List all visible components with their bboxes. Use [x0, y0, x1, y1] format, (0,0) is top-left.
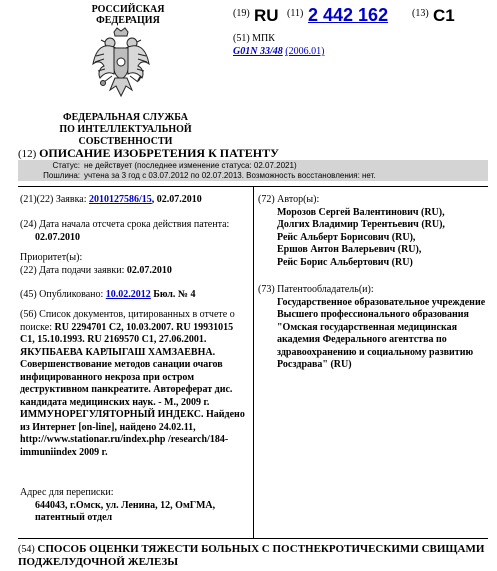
code-13: (13) — [412, 8, 429, 19]
fee-label: Пошлина: — [43, 171, 80, 180]
application-date: , 02.07.2010 — [151, 194, 202, 205]
priority-label: Приоритет(ы): — [20, 252, 83, 263]
document-title — [18, 146, 279, 161]
cited-documents — [20, 309, 250, 459]
ipc-label: (51) МПК — [233, 33, 275, 44]
cited-label: (56) Список документов, цитированных в отчете о поиске: — [20, 309, 235, 333]
author-item: Ершов Антон Валерьевич (RU), — [277, 244, 422, 255]
author-item: Рейс Альберт Борисович (RU), — [277, 231, 416, 243]
address-label: Адрес для переписки: — [20, 487, 114, 498]
term-field — [20, 219, 250, 244]
holder-label: (73) Патентообладатель(и): — [258, 284, 374, 295]
ipc-classification — [233, 46, 324, 57]
status-bar — [18, 160, 488, 181]
term-value: 02.07.2010 — [35, 231, 80, 243]
published-label: (45) Опубликовано: — [20, 289, 104, 300]
term-label: (24) Дата начала отсчета срока действия патента: — [20, 219, 230, 230]
agency-line-2: ПО ИНТЕЛЛЕКТУАЛЬНОЙ СОБСТВЕННОСТИ — [59, 124, 192, 147]
authors-label: (72) Автор(ы): — [258, 194, 320, 205]
author-item: Долгих Владимир Терентьевич (RU), — [277, 219, 445, 230]
agency-name — [18, 112, 233, 148]
invention-code: (54) — [18, 544, 35, 555]
code-19: (19) — [233, 8, 250, 19]
application-field — [20, 194, 250, 207]
country-name: РОССИЙСКАЯ ФЕДЕРАЦИЯ — [91, 4, 165, 26]
agency-line-1: ФЕДЕРАЛЬНАЯ СЛУЖБА — [63, 112, 188, 123]
author-item: Морозов Сергей Валентинович (RU), — [277, 206, 445, 218]
code-11: (11) — [287, 8, 304, 19]
ipc-code-link[interactable]: G01N 33/48 — [233, 46, 283, 57]
ipc-version-link[interactable]: (2006.01) — [285, 46, 325, 57]
column-divider — [253, 186, 254, 538]
address-value: 644043, г.Омск, ул. Ленина, 12, ОмГМА, патентный отдел — [35, 499, 216, 523]
address-field — [20, 487, 250, 525]
status-label: Статус: — [52, 161, 80, 170]
status-value: не действует (последнее изменение статуса: 02.07.2021) — [84, 161, 297, 170]
invention-title — [18, 543, 493, 569]
published-date-link[interactable]: 10.02.2012 — [105, 289, 151, 300]
application-number-link[interactable]: 2010127586/15 — [89, 194, 152, 205]
russian-coat-of-arms-icon — [90, 26, 152, 100]
filing-label: (22) Дата подачи заявки: — [20, 264, 125, 276]
patent-holder-field — [258, 284, 490, 372]
patent-number-link[interactable]: 2 442 162 — [308, 5, 389, 25]
published-field — [20, 289, 250, 302]
title-code: (12) — [18, 148, 37, 160]
application-label: (21)(22) Заявка: — [20, 194, 87, 205]
invention-title-text: СПОСОБ ОЦЕНКИ ТЯЖЕСТИ БОЛЬНЫХ С ПОСТНЕКРОТИЧЕСКИМИ СВИЩАМИ ПОДЖЕЛУДОЧНОЙ ЖЕЛЕЗЫ — [18, 543, 485, 568]
author-item: Рейс Борис Альбертович (RU) — [277, 256, 413, 268]
patent-kind: C1 — [433, 6, 455, 25]
title-text: ОПИСАНИЕ ИЗОБРЕТЕНИЯ К ПАТЕНТУ — [39, 146, 279, 160]
country-code: RU — [254, 6, 279, 25]
fee-value: учтена за 3 год с 03.07.2012 по 02.07.2013. Возможность восстановления: нет. — [84, 171, 376, 180]
holder-value: Государственное образовательное учреждение Высшего профессионального образования "Омская государственная медицинская академия Федерального агентства по здравоохранению и социальному развитию Росздрава" (RU) — [277, 296, 486, 370]
priority-field — [20, 252, 250, 277]
bulletin-number: Бюл. № 4 — [153, 289, 196, 300]
authors-field — [258, 194, 490, 269]
cited-text: RU 2294701 C2, 10.03.2007. RU 19931015 C1, 15.10.1993. RU 2169570 C1, 27.06.2001. ЯКУПБАЕВА КАРЛЫГАШ ХАМЗАЕВНА. Совершенствование методов санации очагов инфицированного некроза при остром деструктивном панкреатите. Автореферат дис. кандидата медицинских наук. - М., 2009 г. ИММУНОРЕГУЛЯТОРНЫЙ ИНДЕКС. Найдено из Интернет [on-line], найдено 24.02.11, http://www.stationar.ru/index.php /research/184-immuniindex 2009 г. — [20, 321, 245, 458]
filing-value: 02.07.2010 — [126, 264, 172, 276]
divider-bottom — [18, 538, 488, 539]
